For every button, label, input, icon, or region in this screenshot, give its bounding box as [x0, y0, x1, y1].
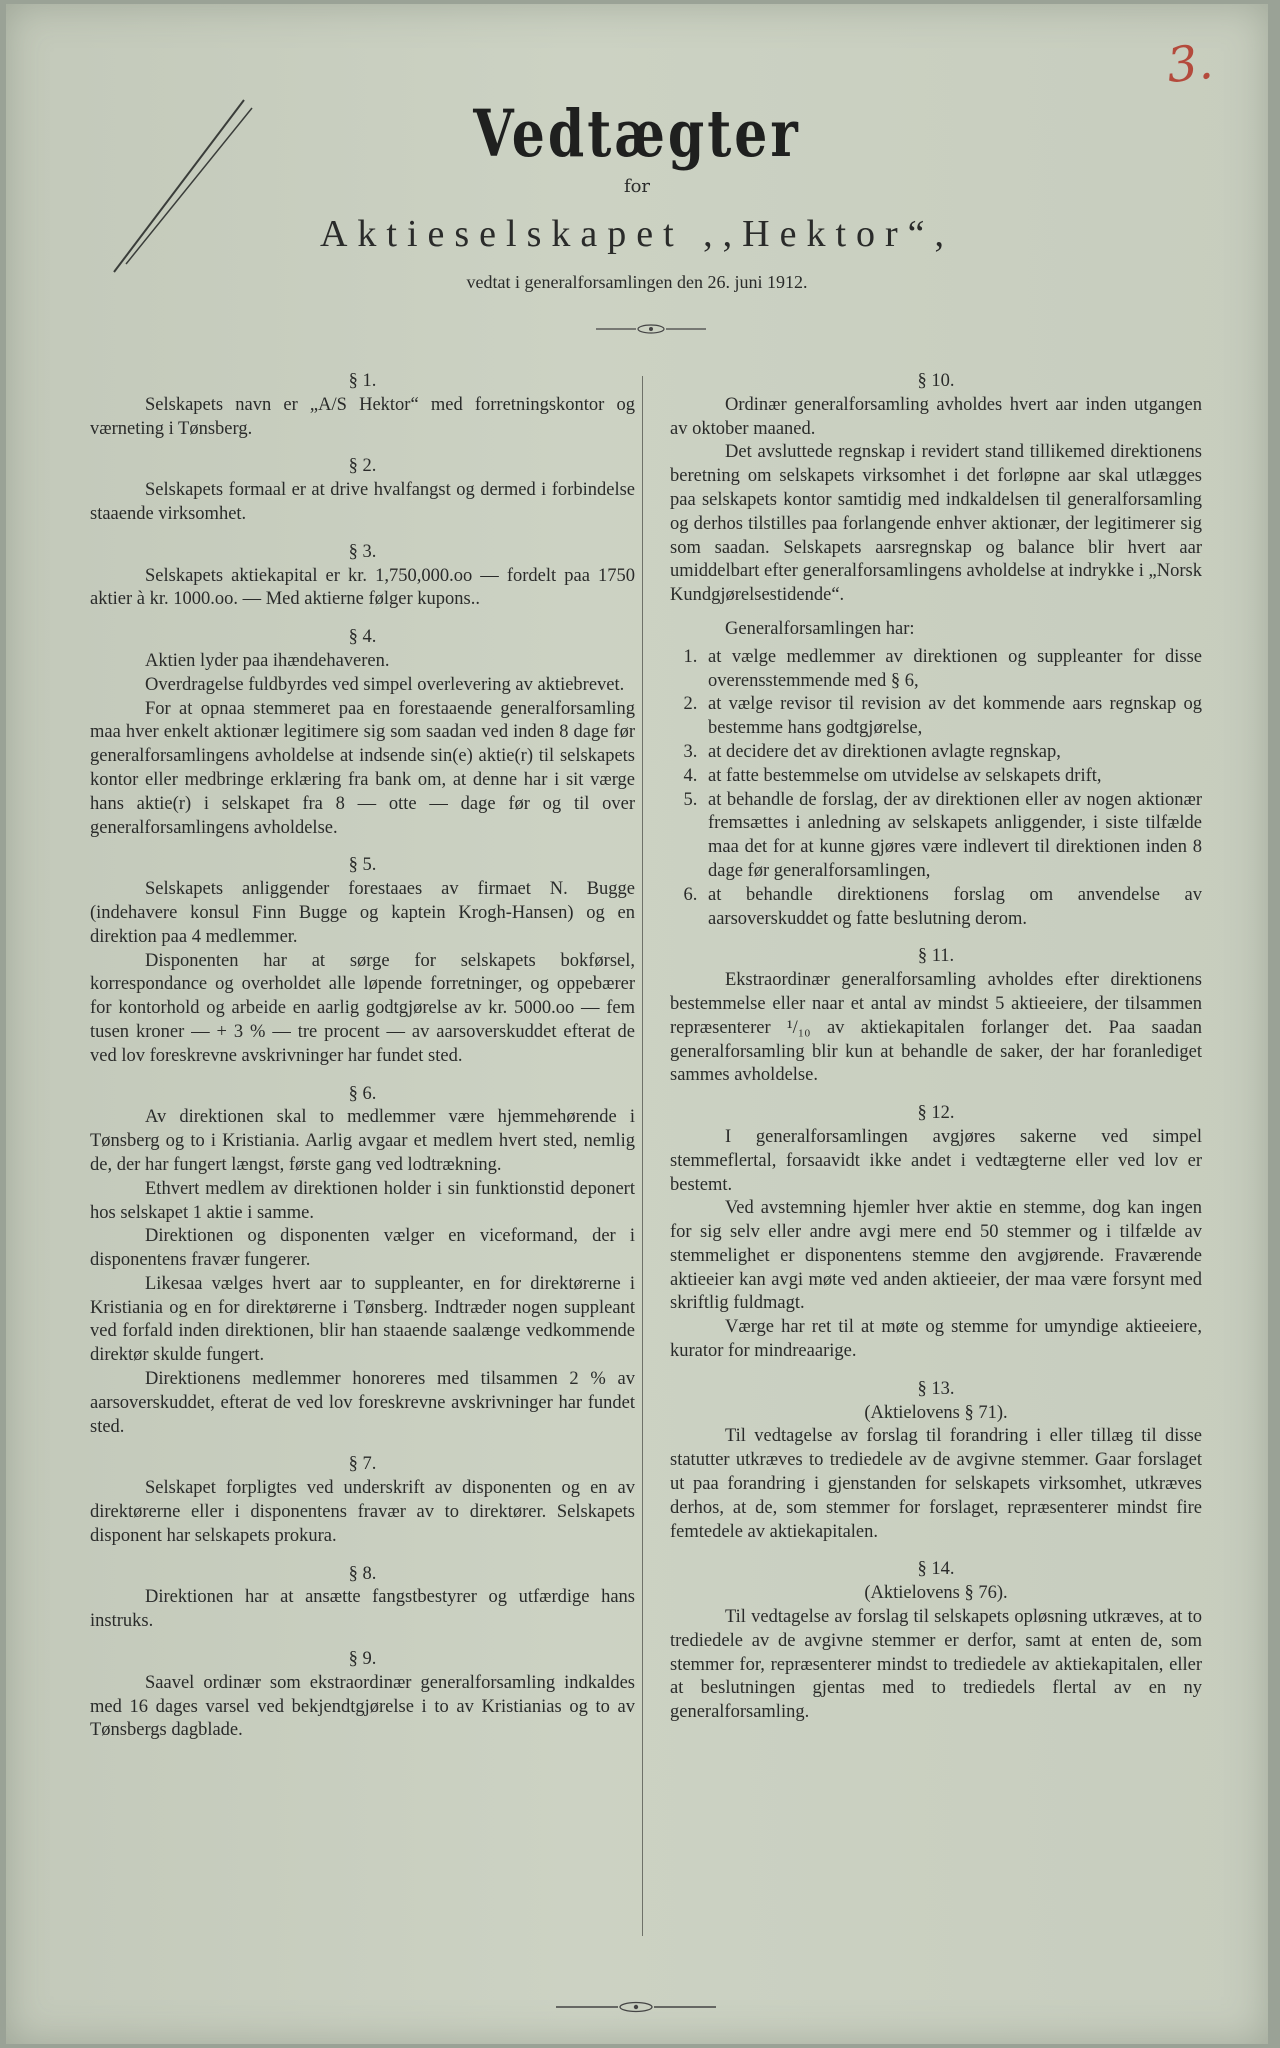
right-sections [670, 945, 1202, 1725]
section-13 [670, 1378, 1202, 1545]
section-heading: § 3. [348, 541, 377, 562]
paragraph: Ethvert medlem av direktionen holder i sin funktionstid deponert hos selskapet 1 aktie i samme. [90, 1178, 635, 1223]
section-2 [90, 455, 635, 526]
section-heading: § 13. [917, 1378, 955, 1399]
column-divider [642, 376, 643, 1936]
section-5 [90, 854, 635, 1068]
paragraph: Likesaa vælges hvert aar to suppleanter, en for direktørerne i Kristiania og en for direktørerne i Tønsberg. Indtræder nogen suppleant ved forfald inden direktionen, blir han staaende saalænge vedkommende direktør skulde fungert. [90, 1273, 635, 1366]
agenda-list [670, 646, 1202, 932]
section-heading: § 12. [917, 1103, 955, 1124]
paragraph: Direktionens medlemmer honoreres med tilsammen 2 % av aarsoverskuddet, efterat de ved lov foreskrevne avskrivninger har fundet sted. [90, 1369, 635, 1437]
section-subheading: (Aktielovens § 76). [864, 1583, 1008, 1604]
for-line: for [623, 176, 651, 197]
section-heading: § 11. [917, 946, 955, 967]
paragraph: Det avsluttede regnskap i revidert stand tillikemed direktionens beretning om selskapets virksomhet i det forløpne aar skal utlægges paa selskapets kontor samtidig med indkaldelsen til generalforsamling og derhos tilstilles paa forlangende enhver aktionær, der legitimerer sig som saadan. Selskapets aarsregnskap og balance blir hvert aar umiddelbart efter generalforsamlingens avholdelse at indrykke i „Norsk Kundgjørelsestidende“. [670, 442, 1202, 606]
document-title: Vedtægter [473, 96, 801, 173]
section-9 [90, 1648, 635, 1743]
section-7 [90, 1453, 635, 1548]
section-3 [90, 541, 635, 612]
section-6 [90, 1083, 635, 1440]
paragraph: Selskapets navn er „A/S Hektor“ med forretningskontor og værneting i Tønsberg. [90, 394, 635, 439]
section-heading: § 6. [348, 1083, 377, 1104]
section-11 [670, 945, 1202, 1088]
adoption-line: vedtat i generalforsamlingen den 26. juni 1912. [466, 272, 808, 292]
section-14 [670, 1558, 1202, 1725]
left-column [90, 370, 635, 1757]
paragraph: Selskapets formaal er at drive hvalfangst og dermed i forbindelse staaende virksomhet. [90, 480, 635, 524]
ornament-divider-bottom [556, 2000, 716, 2014]
right-column [670, 370, 1202, 1739]
paragraph: I generalforsamlingen avgjøres sakerne ved simpel stemmeflertal, forsaavidt ikke andet i vedtægterne eller ved lov er bestemt. [670, 1126, 1202, 1195]
paragraph: Ekstraordinær generalforsamling avholdes efter direktionens bestemmelse eller naar et antal av mindst 5 aktieeiere, der tilsammen repræsenterer ¹/₁₀ av aktiekapitalen forlanger det. Paa saadan generalforsamling blir kun at behandle de saker, der har foranlediget sammes avholdelse. [670, 970, 1202, 1086]
paragraph: Av direktionen skal to medlemmer være hjemmehørende i Tønsberg og to i Kristiania. Aarlig avgaar et medlem hvert sted, nemlig de, der har fungert længst, første gang ved lodtrækning. [90, 1107, 635, 1175]
document-sheet [6, 4, 1268, 2044]
paragraph: Værge har ret til at møte og stemme for umyndige aktieeiere, kurator for mindreaarige. [670, 1317, 1202, 1362]
section-heading: § 4. [348, 627, 377, 648]
list-item: 4. at fatte bestemmelse om utvidelse av selskapets drift, [702, 765, 1202, 789]
paragraph: Direktionen har at ansætte fangstbestyrer og utfærdige hans instruks. [90, 1587, 635, 1632]
paragraph: For at opnaa stemmeret paa en forestaaende generalforsamling maa hver enkelt aktionær legitimere sig som saadan ved inden 8 dage før generalforsamlingens avholdelse at indsende sin(e) aktie(r) til selskapets kontor eller medbringe erklæring fra bank om, at denne har i sit værge hans aktie(r) i selskapet fra 8 — otte — dage før og til over generalforsamlingens avholdelse. [90, 698, 635, 838]
paragraph: Ved avstemning hjemler hver aktie en stemme, dog kan ingen for sig selv eller andre avgi mere end 50 stemmer og i tilfælde av stemmelighet er disponentens stemme den avgjørende. Fraværende aktieeier kan avgi møte ved anden aktieeier, der maa være forsynt med skriftlig fuldmagt. [670, 1198, 1202, 1314]
section-12 [670, 1102, 1202, 1364]
ornament-divider-top [596, 322, 706, 336]
paragraph: Saavel ordinær som ekstraordinær generalforsamling indkaldes med 16 dages varsel ved bekjendtgjørelse i to av Kristianias og to av Tønsbergs dagblade. [90, 1672, 635, 1741]
section-heading: § 5. [348, 855, 377, 876]
company-name: Aktieselskapet ,,Hektor“, [319, 213, 955, 255]
paragraph: Til vedtagelse av forslag til forandring i eller tillæg til disse statutter utkræves to trediedele av de avgivne stemmer. Gaar forslaget ut paa forandring i gjenstanden for selskapets virksomhet, utkræves derhos, at de, som stemmer for forslaget, repræsenterer mindst fire femtedele av aktiekapitalen. [670, 1426, 1202, 1542]
paragraph: Selskapets anliggender forestaaes av firmaet N. Bugge (indehavere konsul Finn Bugge og kaptein Krogh-Hansen) og en direktion paa 4 medlemmer. [90, 879, 635, 947]
section-heading: § 10. [917, 371, 955, 391]
section-4 [90, 626, 635, 840]
page-number: 3. [1164, 33, 1216, 95]
section-8 [90, 1563, 635, 1634]
section-heading: § 14. [917, 1559, 955, 1580]
paragraph: Til vedtagelse av forslag til selskapets opløsning utkræves, at to trediedele av de avgivne stemmer er derfor, samt at enten de, som stemmer for, repræsenterer mindst to trediedele av aktiekapitalen, eller at beslutningen gjentas med to trediedels flertal av en ny generalforsamling. [670, 1607, 1202, 1723]
list-item: 6. at behandle direktionens forslag om anvendelse av aarsoverskuddet og fatte beslutning derom. [702, 884, 1202, 932]
list-intro: Generalforsamlingen har: [725, 618, 915, 639]
section-subheading: (Aktielovens § 71). [864, 1402, 1008, 1423]
paragraph: Overdragelse fuldbyrdes ved simpel overlevering av aktiebrevet. [145, 674, 625, 695]
list-item: 5. at behandle de forslag, der av direktionen eller av nogen aktionær fremsættes i anledning av selskapets anliggender, i siste tilfælde maa det for at kunne gjøres være indlevert til direktionen inden 8 dage før generalforsamlingen, [702, 789, 1202, 884]
section-heading: § 9. [348, 1649, 377, 1670]
section-10 [670, 370, 1202, 931]
paragraph: Aktien lyder paa ihændehaveren. [145, 650, 390, 671]
paragraph: Disponenten har at sørge for selskapets bokførsel, korrespondance og overholdet alle løpende forretninger, og oppebærer for kontorhold og arbeide en aarlig godtgjørelse av kr. 5000.oo — fem tusen kroner — + 3 % — tre procent — av aarsoverskuddet efterat de ved lov foreskrevne avskrivninger har fundet sted. [90, 950, 635, 1066]
section-heading: § 7. [348, 1454, 377, 1475]
section-heading: § 2. [348, 456, 377, 477]
section-heading: § 8. [348, 1563, 377, 1584]
list-item: 3. at decidere det av direktionen avlagte regnskap, [702, 741, 1202, 765]
section-1 [90, 370, 635, 441]
list-item: 1. at vælge medlemmer av direktionen og suppleanter for disse overensstemmende med § 6, [702, 646, 1202, 694]
paragraph: Selskapet forpligtes ved underskrift av disponenten og en av direktørerne eller i disponentens fravær av to direktører. Selskapets disponent har selskapets prokura. [90, 1478, 635, 1546]
paragraph: Selskapets aktiekapital er kr. 1,750,000.oo — fordelt paa 1750 aktier à kr. 1000.oo. — Med aktierne følger kupons.. [90, 565, 635, 610]
paragraph: Ordinær generalforsamling avholdes hvert aar inden utgangen av oktober maaned. [670, 394, 1202, 439]
paragraph: Direktionen og disponenten vælger en viceformand, der i disponentens fravær fungerer. [90, 1226, 635, 1271]
section-heading: § 1. [348, 371, 377, 391]
list-item: 2. at vælge revisor til revision av det kommende aars regnskap og bestemme hans godtgjørelse, [702, 693, 1202, 741]
